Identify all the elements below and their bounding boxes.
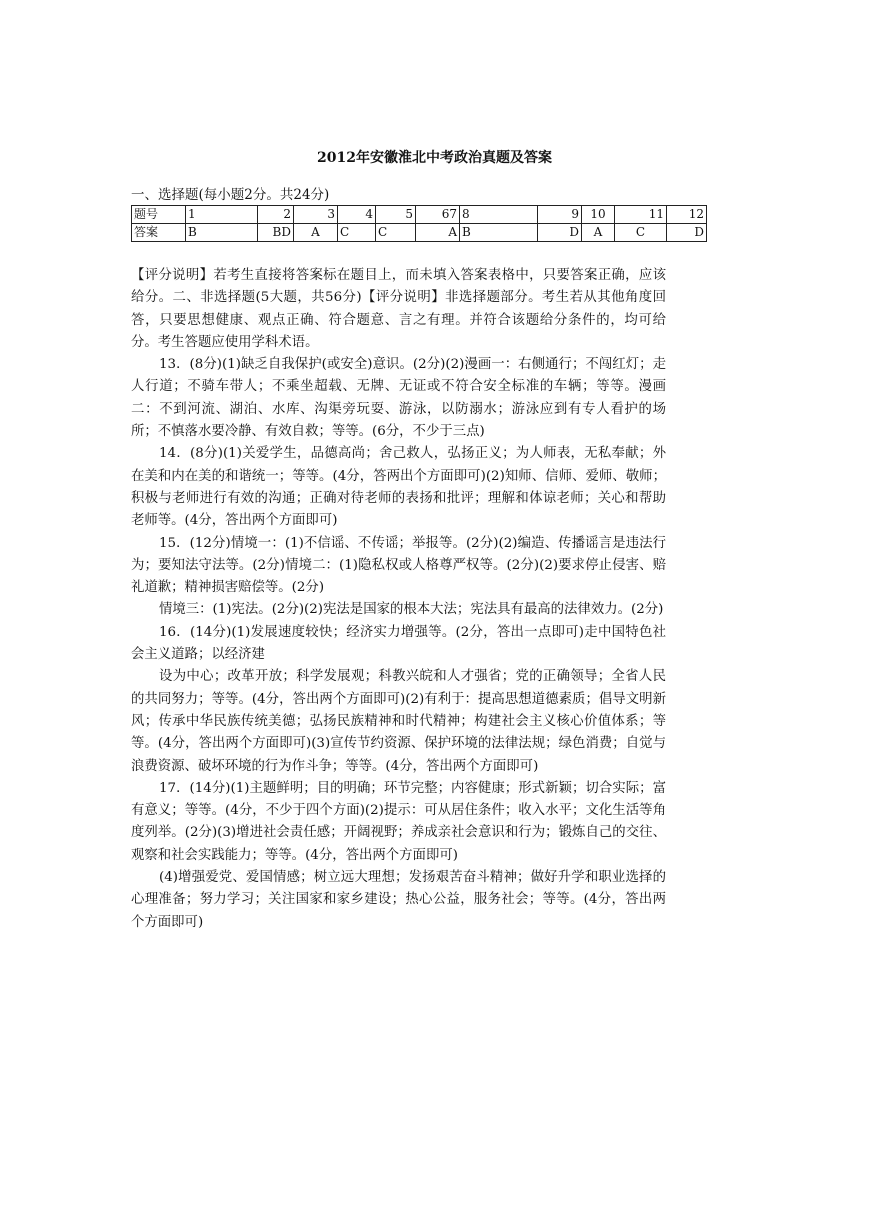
table-cell: 11: [615, 206, 667, 224]
table-cell: 12: [667, 206, 707, 224]
table-row-label: 答案: [132, 224, 186, 242]
section-heading-choice: 一、选择题(每小题2分。共24分): [131, 187, 330, 203]
table-cell: C: [615, 224, 667, 242]
table-row-answers: [132, 224, 707, 242]
paragraph-q14: 14．(8分)(1)关爱学生，品德高尚；舍己救人，弘扬正义；为人师表，无私奉献；外在美和内在美的和谐统一；等等。(4分，答两出个方面即可)(2)知师、信师、爱师、敬师；积极与老师进行有效的沟通；正确对待老师的表扬和批评；理解和体谅老师；关心和帮助老师等。(4分，答出两个方面即可): [131, 446, 666, 529]
paragraph-q16-continued: 设为中心；改革开放；科学发展观；科教兴皖和人才强省；党的正确领导；全省人民的共同努力；等等。(4分，答出两个方面即可)(2)有利于：提高思想道德素质；倡导文明新风；传承中华民族传统美德；弘扬民族精神和时代精神；构建社会主义核心价值体系；等等。(4分，答出两个方面即可)(3)宣传节约资源、保护环境的法律法规；绿色消费；自觉与浪费资源、破坏环境的行为作斗争；等等。(4分，答出两个方面即可): [131, 669, 666, 774]
page-title: 2012年安徽淮北中考政治真题及答案: [317, 150, 552, 166]
table-cell: B: [186, 224, 258, 242]
paragraph-q17: 17．(14分)(1)主题鲜明；目的明确；环节完整；内容健康；形式新颖；切合实际；富有意义；等等。(4分，不少于四个方面)(2)提示：可从居住条件；收入水平；文化生活等角度列举。(2分)(3)增进社会责任感；开阔视野；养成亲社会意识和行为；锻炼自己的交往、观察和社会实践能力；等等。(4分，答出两个方面即可): [131, 780, 666, 863]
table-row-question-numbers: [132, 206, 707, 224]
answer-explanations: [131, 265, 666, 934]
table-cell: 1: [186, 206, 258, 224]
table-cell: 8: [460, 206, 538, 224]
paragraph-q15-scenario3: 情境三：(1)宪法。(2分)(2)宪法是国家的根本大法；宪法具有最高的法律效力。(2分): [159, 602, 664, 618]
table-cell: 10: [582, 206, 615, 224]
table-cell: 4: [338, 206, 376, 224]
table-cell: A: [416, 224, 460, 242]
table-cell: 67: [416, 206, 460, 224]
table-cell: A: [294, 224, 338, 242]
paragraph-q13: 13．(8分)(1)缺乏自我保护(或安全)意识。(2分)(2)漫画一：右侧通行；不闯红灯；走人行道；不骑车带人；不乘坐超载、无牌、无证或不符合安全标准的车辆；等等。漫画二：不到河流、湖泊、水库、沟渠旁玩耍、游泳，以防溺水；游泳应到有专人看护的场所；不慎落水要冷静、有效自救；等等。(6分，不少于三点): [131, 357, 666, 440]
table-cell: 3: [294, 206, 338, 224]
table-cell: D: [667, 224, 707, 242]
paragraph-scoring-note: 【评分说明】若考生直接将答案标在题目上，而未填入答案表格中，只要答案正确，应该给分。二、非选择题(5大题，共56分)【评分说明】非选择题部分。考生若从其他角度回答，只要思想健康、观点正确、符合题意、言之有理。并符合该题给分条件的，均可给分。考生答题应使用学科术语。: [131, 268, 666, 350]
table-cell: 9: [538, 206, 582, 224]
paragraph-q17-part4: (4)增强爱党、爱国情感；树立远大理想；发扬艰苦奋斗精神；做好升学和职业选择的心理准备；努力学习；关注国家和家乡建设；热心公益，服务社会；等等。(4分，答出两个方面即可): [131, 870, 666, 930]
table-cell: D: [538, 224, 582, 242]
table-cell: 5: [376, 206, 416, 224]
table-cell: C: [376, 224, 416, 242]
table-cell: B: [460, 224, 538, 242]
paragraph-q15: 15．(12分)情境一：(1)不信谣、不传谣；举报等。(2分)(2)编造、传播谣言是违法行为；要知法守法等。(2分)情境二：(1)隐私权或人格尊严权等。(2分)(2)要求停止侵害、赔礼道歉；精神损害赔偿等。(2分): [131, 535, 666, 596]
paragraph-q16: 16．(14分)(1)发展速度较快；经济实力增强等。(2分，答出一点即可)走中国特色社会主义道路；以经济建: [131, 624, 666, 663]
answer-table: [131, 205, 707, 242]
table-cell: C: [338, 224, 376, 242]
table-cell: A: [582, 224, 615, 242]
table-cell: BD: [258, 224, 294, 242]
table-cell: 2: [258, 206, 294, 224]
table-row-label: 题号: [132, 206, 186, 224]
